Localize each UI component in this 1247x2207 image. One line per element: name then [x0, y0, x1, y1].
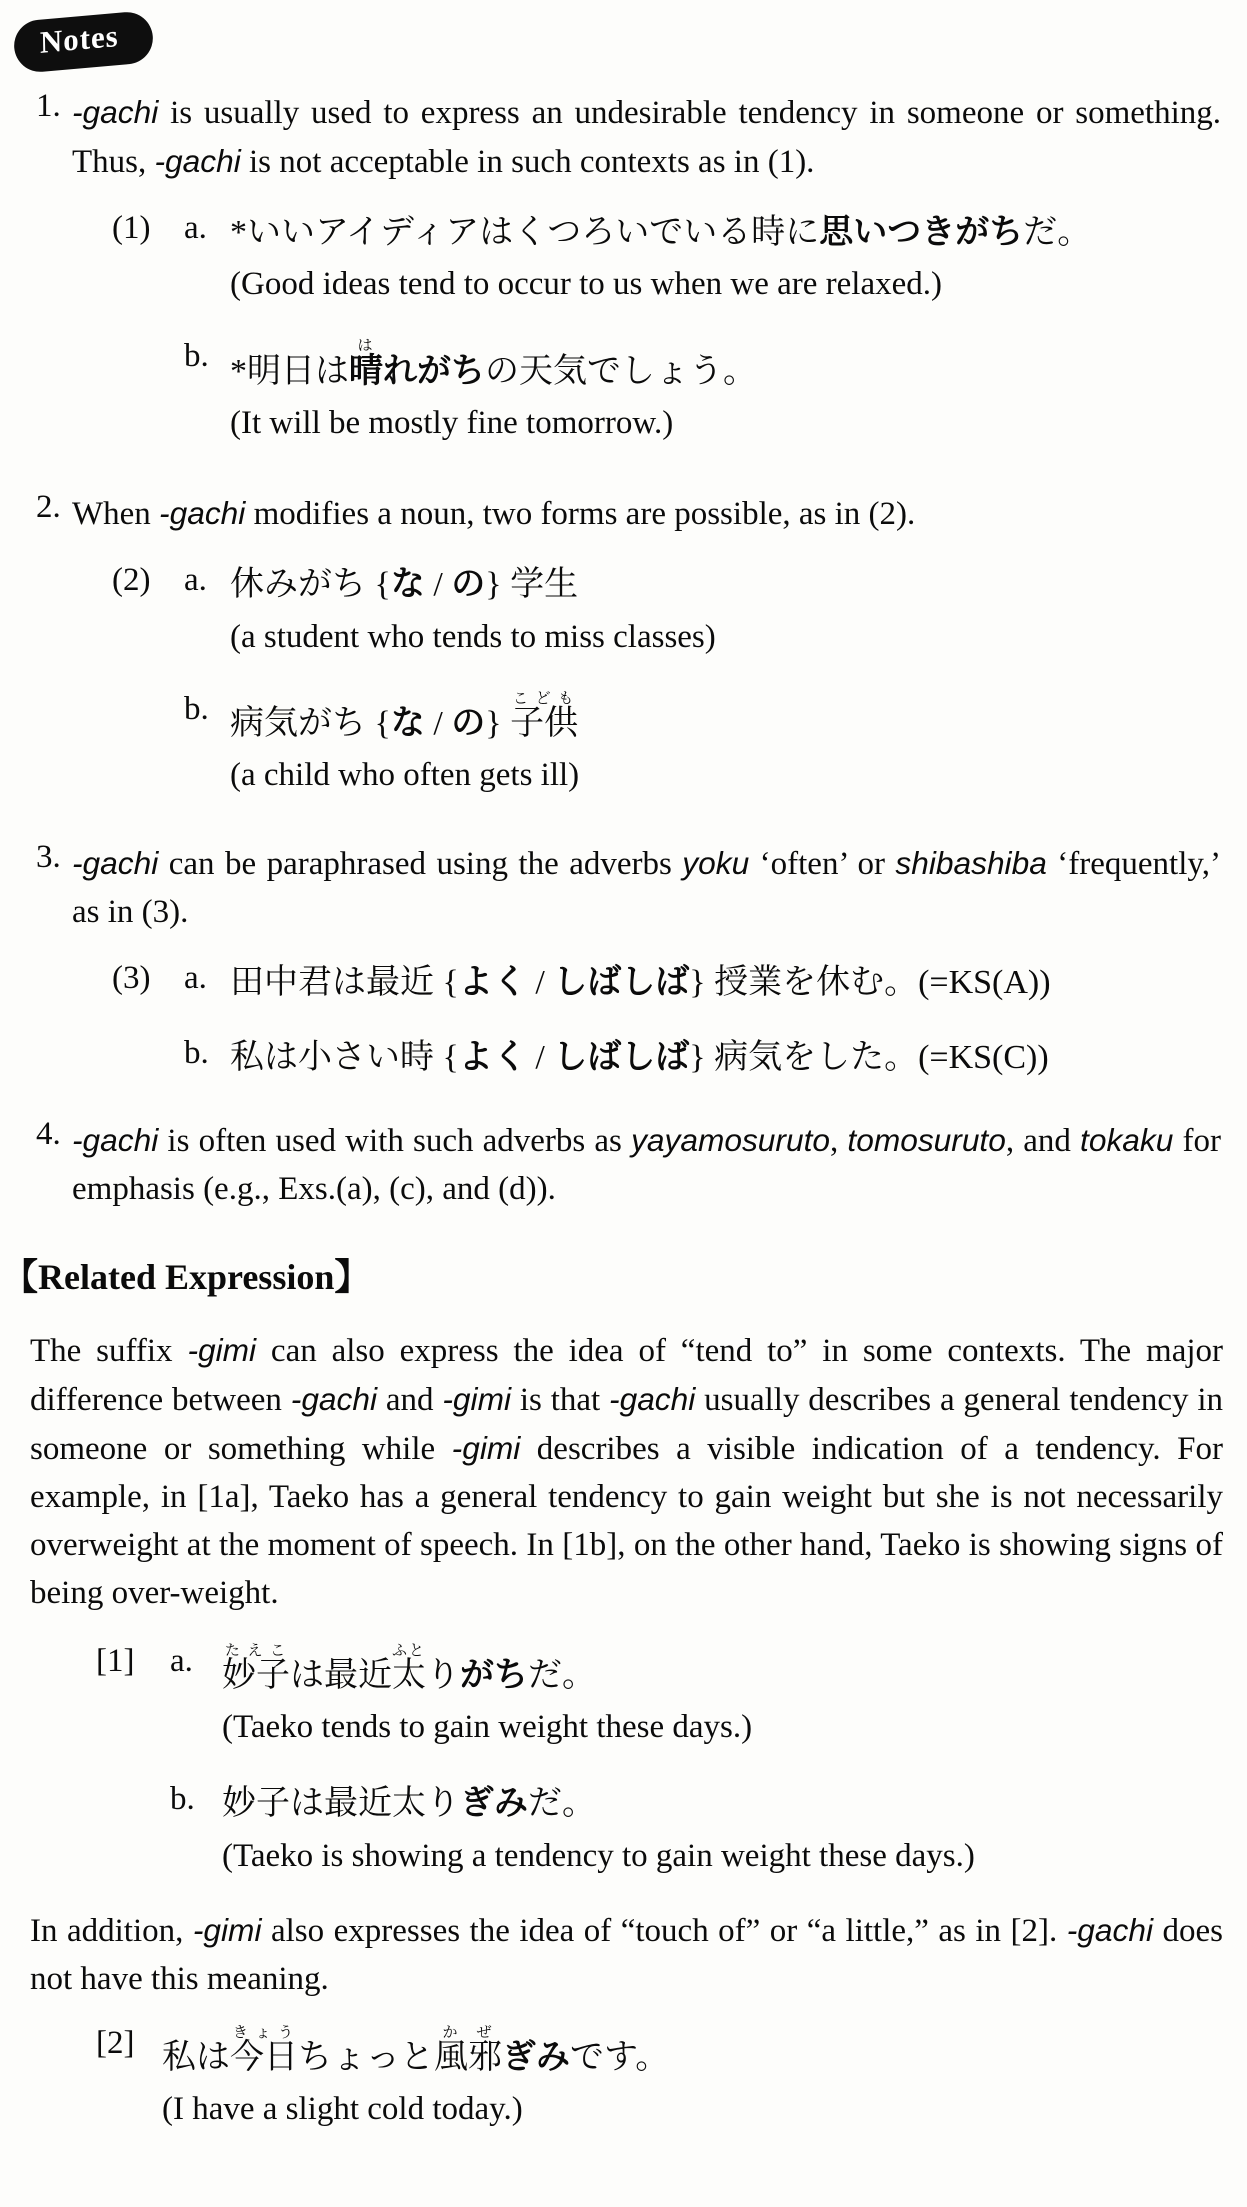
- jp-sentence: *いいアイディアはくつろいでいる時に思いつきがちだ。: [230, 212, 1092, 252]
- jp-sentence: 休みがち {な / の} 学生: [230, 564, 579, 605]
- example-row: [112, 960, 1247, 1005]
- en-translation: (a student who tends to miss classes): [230, 618, 716, 655]
- note-item-3: [36, 839, 1221, 936]
- note-text: -gachi is often used with such adverbs as yayamosuruto, tomosuruto, and tokaku for emphasis (e.g., Exs.(a), (c), and (d)).: [72, 1122, 1222, 1208]
- example-letter: b.: [184, 690, 209, 727]
- related-paragraph-2: In addition, -gimi also expresses the idea of “touch of” or “a little,” as in [2]. -gachi does not have this meaning.: [30, 1911, 1223, 1997]
- example-body: [230, 210, 1247, 308]
- example-group-label: (2): [112, 562, 151, 599]
- example-body: [230, 338, 1247, 447]
- example-body: [230, 562, 1247, 660]
- jp-sentence: 妙子たえこは最近太ふとりがちだ。: [222, 1643, 596, 1696]
- note-number: 3.: [36, 838, 61, 875]
- example-row: [112, 562, 1247, 660]
- related-expression-heading: 【Related Expression】: [2, 1257, 371, 1298]
- note-item-2: [36, 489, 1221, 538]
- jp-sentence: *明日は晴はれがちの天気でしょう。: [230, 338, 757, 392]
- note-text: -gachi can be paraphrased using the adverbs yoku ‘often’ or shibashiba ‘frequently,’ as in (3).: [72, 844, 1221, 930]
- en-translation: (I have a slight cold today.): [162, 2090, 523, 2127]
- example-group-label: (1): [112, 210, 151, 246]
- note-item-4: [36, 1116, 1221, 1213]
- example-body: [162, 2025, 1247, 2133]
- example-body: [230, 691, 1247, 799]
- related-example-group-1: [0, 1643, 1247, 1879]
- example-row: [112, 691, 1247, 799]
- jp-sentence: 病気がち {な / の} 子供こども: [230, 690, 579, 743]
- example-letter: a.: [184, 562, 207, 599]
- example-letter: a.: [170, 1643, 193, 1680]
- example-letter: b.: [170, 1781, 195, 1818]
- note-text: -gachi is usually used to express an undesirable tendency in someone or something. Thus, -gachi is not acceptable in such contexts as in (1).: [72, 94, 1221, 180]
- example-row: [96, 1643, 1247, 1751]
- jp-sentence: 妙子は最近太りぎみだ。: [222, 1783, 596, 1824]
- jp-sentence: 田中君は最近 {よく / しばしば} 授業を休む。(=KS(A)): [230, 961, 1051, 1002]
- example-letter: a.: [184, 959, 207, 996]
- related-example-group-2: [96, 2025, 1247, 2133]
- example-row: [112, 1035, 1247, 1080]
- example-body: [230, 960, 1247, 1005]
- example-row: [112, 338, 1247, 447]
- en-translation: (Good ideas tend to occur to us when we are relaxed.): [230, 266, 942, 303]
- example-letter: a.: [184, 210, 207, 246]
- example-row: [96, 1781, 1247, 1879]
- example-group-1: [0, 210, 1247, 447]
- example-body: [230, 1035, 1247, 1080]
- en-translation: (Taeko is showing a tendency to gain weight these days.): [222, 1837, 975, 1874]
- related-paragraph-1: The suffix -gimi can also express the idea of “tend to” in some contexts. The major difference between -gachi and -gimi is that -gachi usually describes a general tendency in someone or something while -gimi describes a visible indication of a tendency. For example, in [1a], Taeko has a general tendency to gain weight but she is not necessarily overweight at the moment of speech. In [1b], on the other hand, Taeko is showing signs of being over-weight.: [30, 1332, 1223, 1612]
- example-group-3: [0, 960, 1247, 1080]
- notes-badge-label: Notes: [39, 17, 119, 60]
- note-number: 4.: [36, 1116, 61, 1153]
- example-letter: b.: [184, 1034, 209, 1071]
- example-group-label: [2]: [96, 2024, 135, 2061]
- jp-sentence: 私は小さい時 {よく / しばしば} 病気をした。(=KS(C)): [230, 1036, 1049, 1077]
- example-row: [112, 210, 1247, 308]
- jp-sentence: 私は今日きょうちょっと風邪かぜぎみです。: [162, 2024, 670, 2077]
- example-group-label: [1]: [96, 1643, 135, 1680]
- example-body: [222, 1781, 1247, 1879]
- note-item-1: [36, 88, 1221, 186]
- example-group-2: [0, 562, 1247, 798]
- en-translation: (a child who often gets ill): [230, 756, 580, 793]
- example-letter: b.: [184, 338, 209, 375]
- example-group-label: (3): [112, 959, 151, 996]
- example-body: [222, 1643, 1247, 1751]
- notes-badge: [12, 10, 155, 74]
- note-text: When -gachi modifies a noun, two forms are possible, as in (2).: [72, 495, 916, 533]
- en-translation: (It will be mostly fine tomorrow.): [230, 405, 674, 442]
- note-number: 1.: [36, 88, 61, 124]
- note-number: 2.: [36, 489, 61, 526]
- en-translation: (Taeko tends to gain weight these days.): [222, 1709, 753, 1746]
